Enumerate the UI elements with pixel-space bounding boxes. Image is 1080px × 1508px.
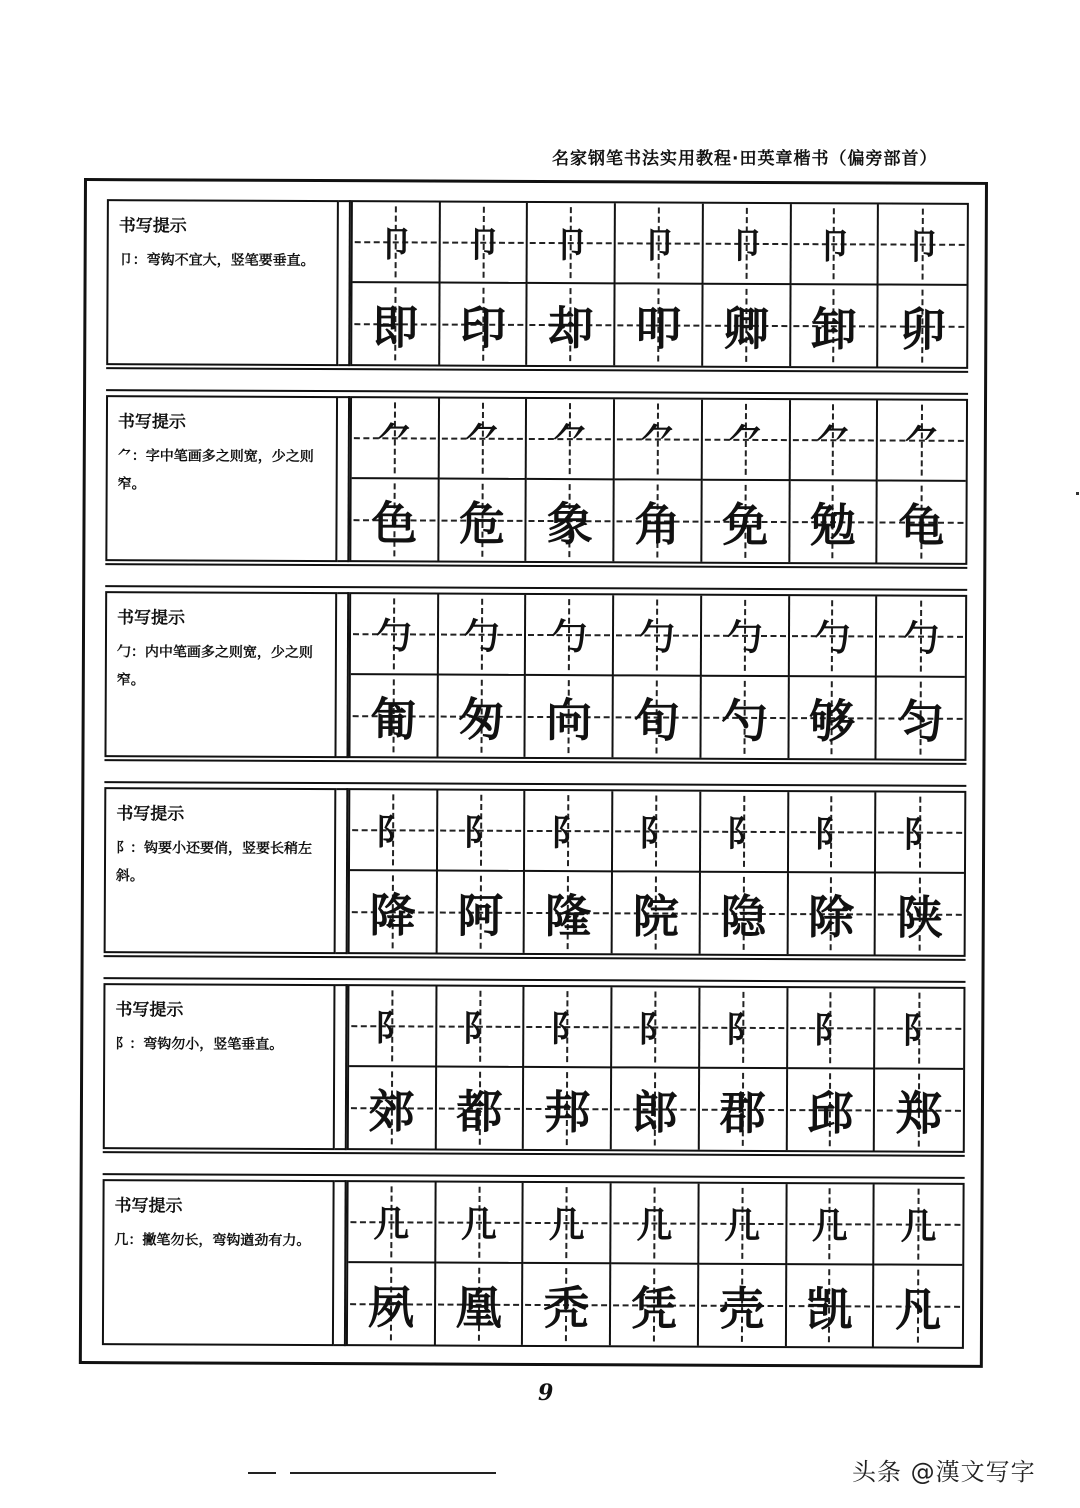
radical-cell: 卩: [879, 204, 967, 285]
radical-cell: 几: [524, 1183, 612, 1264]
tips-text: 勹：内中笔画多之则宽，少之则窄。: [116, 644, 313, 689]
writing-tips-box: [103, 983, 336, 1150]
example-char-cell: 印: [440, 284, 528, 365]
example-char-cell: 叩: [615, 284, 703, 365]
example-char-cell: 勉: [790, 481, 878, 562]
radical-cell: ⺈: [790, 400, 878, 481]
radical-cell: 阝: [525, 987, 613, 1068]
example-char-cell: 却: [528, 284, 616, 365]
example-char-cell: 郑: [875, 1069, 963, 1150]
radical-cell: 阝: [788, 988, 876, 1069]
example-char-cell: 都: [436, 1068, 524, 1149]
example-char-cell: 匆: [438, 676, 526, 757]
watermark: 头条 @漢文写字: [852, 1458, 1036, 1486]
footer-rule-short: [248, 1472, 276, 1474]
example-char-cell: 即: [352, 283, 440, 364]
practice-section-6: [102, 1179, 965, 1351]
radical-cell: 阝: [789, 792, 877, 873]
tips-text: 阝：弯钩勿小，竖笔垂直。: [115, 1036, 284, 1053]
section-divider: [336, 592, 349, 758]
example-char-cell: 匀: [877, 677, 965, 758]
footer-rule-long: [290, 1472, 496, 1474]
radical-cell: 阝: [700, 988, 788, 1069]
radical-cell: ⺈: [527, 399, 615, 480]
example-char-cell: 卿: [703, 285, 791, 366]
section-divider: [338, 200, 351, 366]
section-divider: [337, 396, 350, 562]
tips-title: 书写提示: [118, 216, 187, 237]
radical-cell: ⺈: [878, 400, 966, 481]
radical-cell: 阝: [350, 790, 438, 871]
practice-grid: [349, 396, 968, 565]
section-spacer: [103, 1151, 965, 1179]
radical-cell: 阝: [612, 987, 700, 1068]
radical-cell: 阝: [525, 791, 613, 872]
practice-grid: [346, 1180, 965, 1349]
example-char-cell: 向: [526, 676, 614, 757]
example-char-cell: 院: [613, 872, 701, 953]
example-char-cell: 匍: [350, 675, 438, 756]
radical-cell: ⺈: [352, 398, 440, 479]
scan-mark: [1076, 492, 1079, 495]
example-char-cell: 色: [351, 479, 439, 560]
section-divider: [334, 1180, 347, 1346]
tips-title: 书写提示: [115, 1000, 184, 1021]
example-char-cell: 危: [439, 480, 527, 561]
radical-cell: ⺈: [703, 400, 791, 481]
section-divider: [336, 788, 349, 954]
radical-cell: 阝: [876, 792, 964, 873]
radical-cell: 阝: [613, 791, 701, 872]
radical-cell: 几: [348, 1182, 436, 1263]
example-char-cell: 勺: [701, 677, 789, 758]
example-char-cell: 邦: [524, 1068, 612, 1149]
writing-tips-box: [104, 787, 337, 954]
practice-frame: [79, 178, 988, 1368]
writing-tips-box: [102, 1179, 335, 1346]
writing-tips-box: [105, 395, 338, 562]
section-spacer: [104, 955, 966, 983]
example-char-cell: 凡: [874, 1265, 962, 1346]
practice-grid: [348, 788, 967, 957]
radical-cell: 几: [611, 1183, 699, 1264]
radical-cell: 阝: [349, 986, 437, 1067]
section-spacer: [104, 759, 966, 787]
radical-cell: 勹: [439, 595, 527, 676]
example-char-cell: 龟: [878, 481, 966, 562]
example-char-cell: 够: [789, 677, 877, 758]
example-char-cell: 象: [527, 480, 615, 561]
example-char-cell: 郡: [700, 1069, 788, 1150]
radical-cell: 勹: [614, 595, 702, 676]
practice-section-2: [105, 395, 968, 567]
practice-section-1: [106, 199, 969, 371]
tips-text: 几：撇笔勿长，弯钩遒劲有力。: [114, 1232, 311, 1249]
tips-text: ⺈：字中笔画多之则宽，少之则窄。: [117, 448, 314, 493]
radical-cell: ⺈: [439, 399, 527, 480]
radical-cell: 卩: [703, 204, 791, 285]
radical-cell: 勹: [702, 596, 790, 677]
radical-cell: 卩: [791, 204, 879, 285]
tips-title: 书写提示: [117, 608, 186, 629]
example-char-cell: 旬: [614, 676, 702, 757]
example-char-cell: 凭: [611, 1264, 699, 1345]
radical-cell: 阝: [701, 792, 789, 873]
radical-cell: 几: [436, 1183, 524, 1264]
radical-cell: 卩: [440, 203, 528, 284]
tips-title: 书写提示: [117, 412, 186, 433]
radical-cell: 卩: [616, 203, 704, 284]
section-spacer: [105, 563, 967, 591]
practice-section-3: [104, 591, 967, 763]
radical-cell: 几: [875, 1184, 963, 1265]
example-char-cell: 邱: [787, 1069, 875, 1150]
radical-cell: 几: [787, 1184, 875, 1265]
practice-grid: [347, 984, 966, 1153]
example-char-cell: 卸: [791, 285, 879, 366]
radical-cell: 阝: [437, 987, 525, 1068]
example-char-cell: 隐: [700, 873, 788, 954]
radical-cell: 勹: [351, 594, 439, 675]
example-char-cell: 免: [702, 481, 790, 562]
radical-cell: 卩: [353, 202, 441, 283]
section-spacer: [106, 367, 968, 395]
radical-cell: ⺈: [615, 399, 703, 480]
radical-cell: 卩: [528, 203, 616, 284]
example-char-cell: 除: [788, 873, 876, 954]
radical-cell: 阝: [875, 988, 963, 1069]
radical-cell: 勹: [526, 595, 614, 676]
radical-cell: 勹: [789, 596, 877, 677]
page-number: 9: [538, 1380, 554, 1406]
example-char-cell: 郎: [612, 1068, 700, 1149]
writing-tips-box: [106, 199, 339, 366]
tips-text: 卩：弯钩不宜大，竖笔要垂直。: [118, 252, 315, 270]
radical-cell: 几: [699, 1184, 787, 1265]
example-char-cell: 凯: [786, 1265, 874, 1346]
example-char-cell: 秃: [523, 1264, 611, 1345]
running-title: 名家钢笔书法实用教程·田英章楷书（偏旁部首）: [552, 149, 938, 169]
example-char-cell: 降: [350, 871, 438, 952]
tips-title: 书写提示: [114, 1196, 183, 1217]
practice-grid: [348, 592, 967, 761]
example-char-cell: 壳: [699, 1265, 787, 1346]
practice-section-5: [103, 983, 966, 1155]
practice-grid: [350, 200, 969, 369]
tips-text: 阝：钩要小还要俏，竖要长稍左斜。: [115, 840, 313, 885]
example-char-cell: 夙: [348, 1263, 436, 1344]
practice-section-4: [104, 787, 967, 959]
example-char-cell: 隆: [525, 872, 613, 953]
example-char-cell: 阿: [437, 872, 525, 953]
tips-title: 书写提示: [116, 804, 185, 825]
example-char-cell: 陕: [876, 873, 964, 954]
radical-cell: 勹: [877, 596, 965, 677]
example-char-cell: 凰: [436, 1264, 524, 1345]
radical-cell: 阝: [438, 791, 526, 872]
writing-tips-box: [104, 591, 337, 758]
example-char-cell: 角: [614, 480, 702, 561]
example-char-cell: 卯: [878, 285, 966, 366]
example-char-cell: 郊: [349, 1067, 437, 1148]
section-divider: [335, 984, 348, 1150]
